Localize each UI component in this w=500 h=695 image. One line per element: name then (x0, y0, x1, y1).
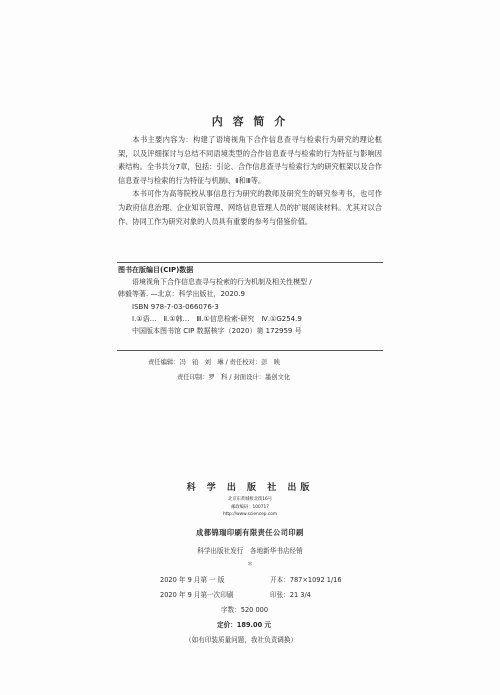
cip-bottom-rule (117, 350, 383, 351)
separator-star: ＊ (246, 561, 253, 568)
publisher-name: 科 学 出 版 社 出版 (186, 483, 314, 493)
spec-words: 字数：520 000 (221, 606, 269, 614)
staff-editors: 责任编辑：冯 铂 刘 琳 / 责任校对：彭 映 (148, 359, 281, 366)
staff-production: 责任印制：罗 科 / 封面设计：墨创文化 (177, 374, 291, 381)
publisher-website: http://www.sciencep.com (222, 512, 278, 517)
spec-note: （如有印装质量问题，我社负责调换） (185, 636, 298, 644)
distribution-line: 科学出版社发行 各地新华书店经销 (197, 547, 303, 555)
spec-sheets: 印张：21 3/4 (270, 591, 311, 599)
cip-block (118, 264, 384, 337)
publisher-postcode: 邮政编码：100717 (231, 505, 269, 510)
cip-title-line: 语境视角下合作信息查寻与检索的行为机制及相关性模型 / (132, 278, 312, 287)
cip-record-number: 中国版本图书馆 CIP 数据核字（2020）第 172959 号 (132, 327, 302, 336)
spec-format: 开本：787×1092 1/16 (270, 576, 342, 584)
cip-classification: Ⅰ.①语… Ⅱ.①韩… Ⅲ.①信息检索-研究 Ⅳ.①G254.9 (132, 314, 302, 323)
cip-isbn: ISBN 978-7-03-066076-3 (132, 302, 219, 311)
cip-author-line: 韩毅等著. —北京：科学出版社，2020.9 (118, 290, 245, 299)
cip-top-rule (117, 262, 383, 263)
intro-paragraph-1: 本书主要内容为：构建了语境视角下合作信息查寻与检索行为研究的理论框架，以及评细探讨与总结不同语境类型的合作信息查寻与检索的行为特征与影响因素结构。全书共分7章，包括：引论、合作信息查寻与检索行为的研究框架以及合作信息查寻与检索的行为特征与机制Ⅰ、Ⅱ和Ⅲ等。 (118, 135, 382, 185)
spec-price: 定价：189.00 元 (217, 621, 272, 629)
printer-name: 成都锦瑞印刷有限责任公司印刷 (196, 528, 304, 537)
spec-edition: 2020 年 9 月第 一 版 (160, 576, 225, 584)
publisher-address: 北京东黄城根北街16号 (227, 497, 273, 502)
spec-printing: 2020 年 9 月第一次印刷 (160, 591, 234, 599)
intro-title: 内 容 简 介 (211, 115, 289, 128)
cip-heading: 图书在版编目(CIP)数据 (118, 266, 194, 274)
intro-paragraph-2: 本书可作为高等院校从事信息行为研究的教师及研究生的研究参考书，也可作为政府信息治理、企业知识管理、网络信息管理人员的扩展阅读材料。尤其对以合作、协同工作为研究对象的人员具有重要的参考与借鉴价值。 (118, 189, 382, 226)
intro-body (118, 133, 382, 228)
